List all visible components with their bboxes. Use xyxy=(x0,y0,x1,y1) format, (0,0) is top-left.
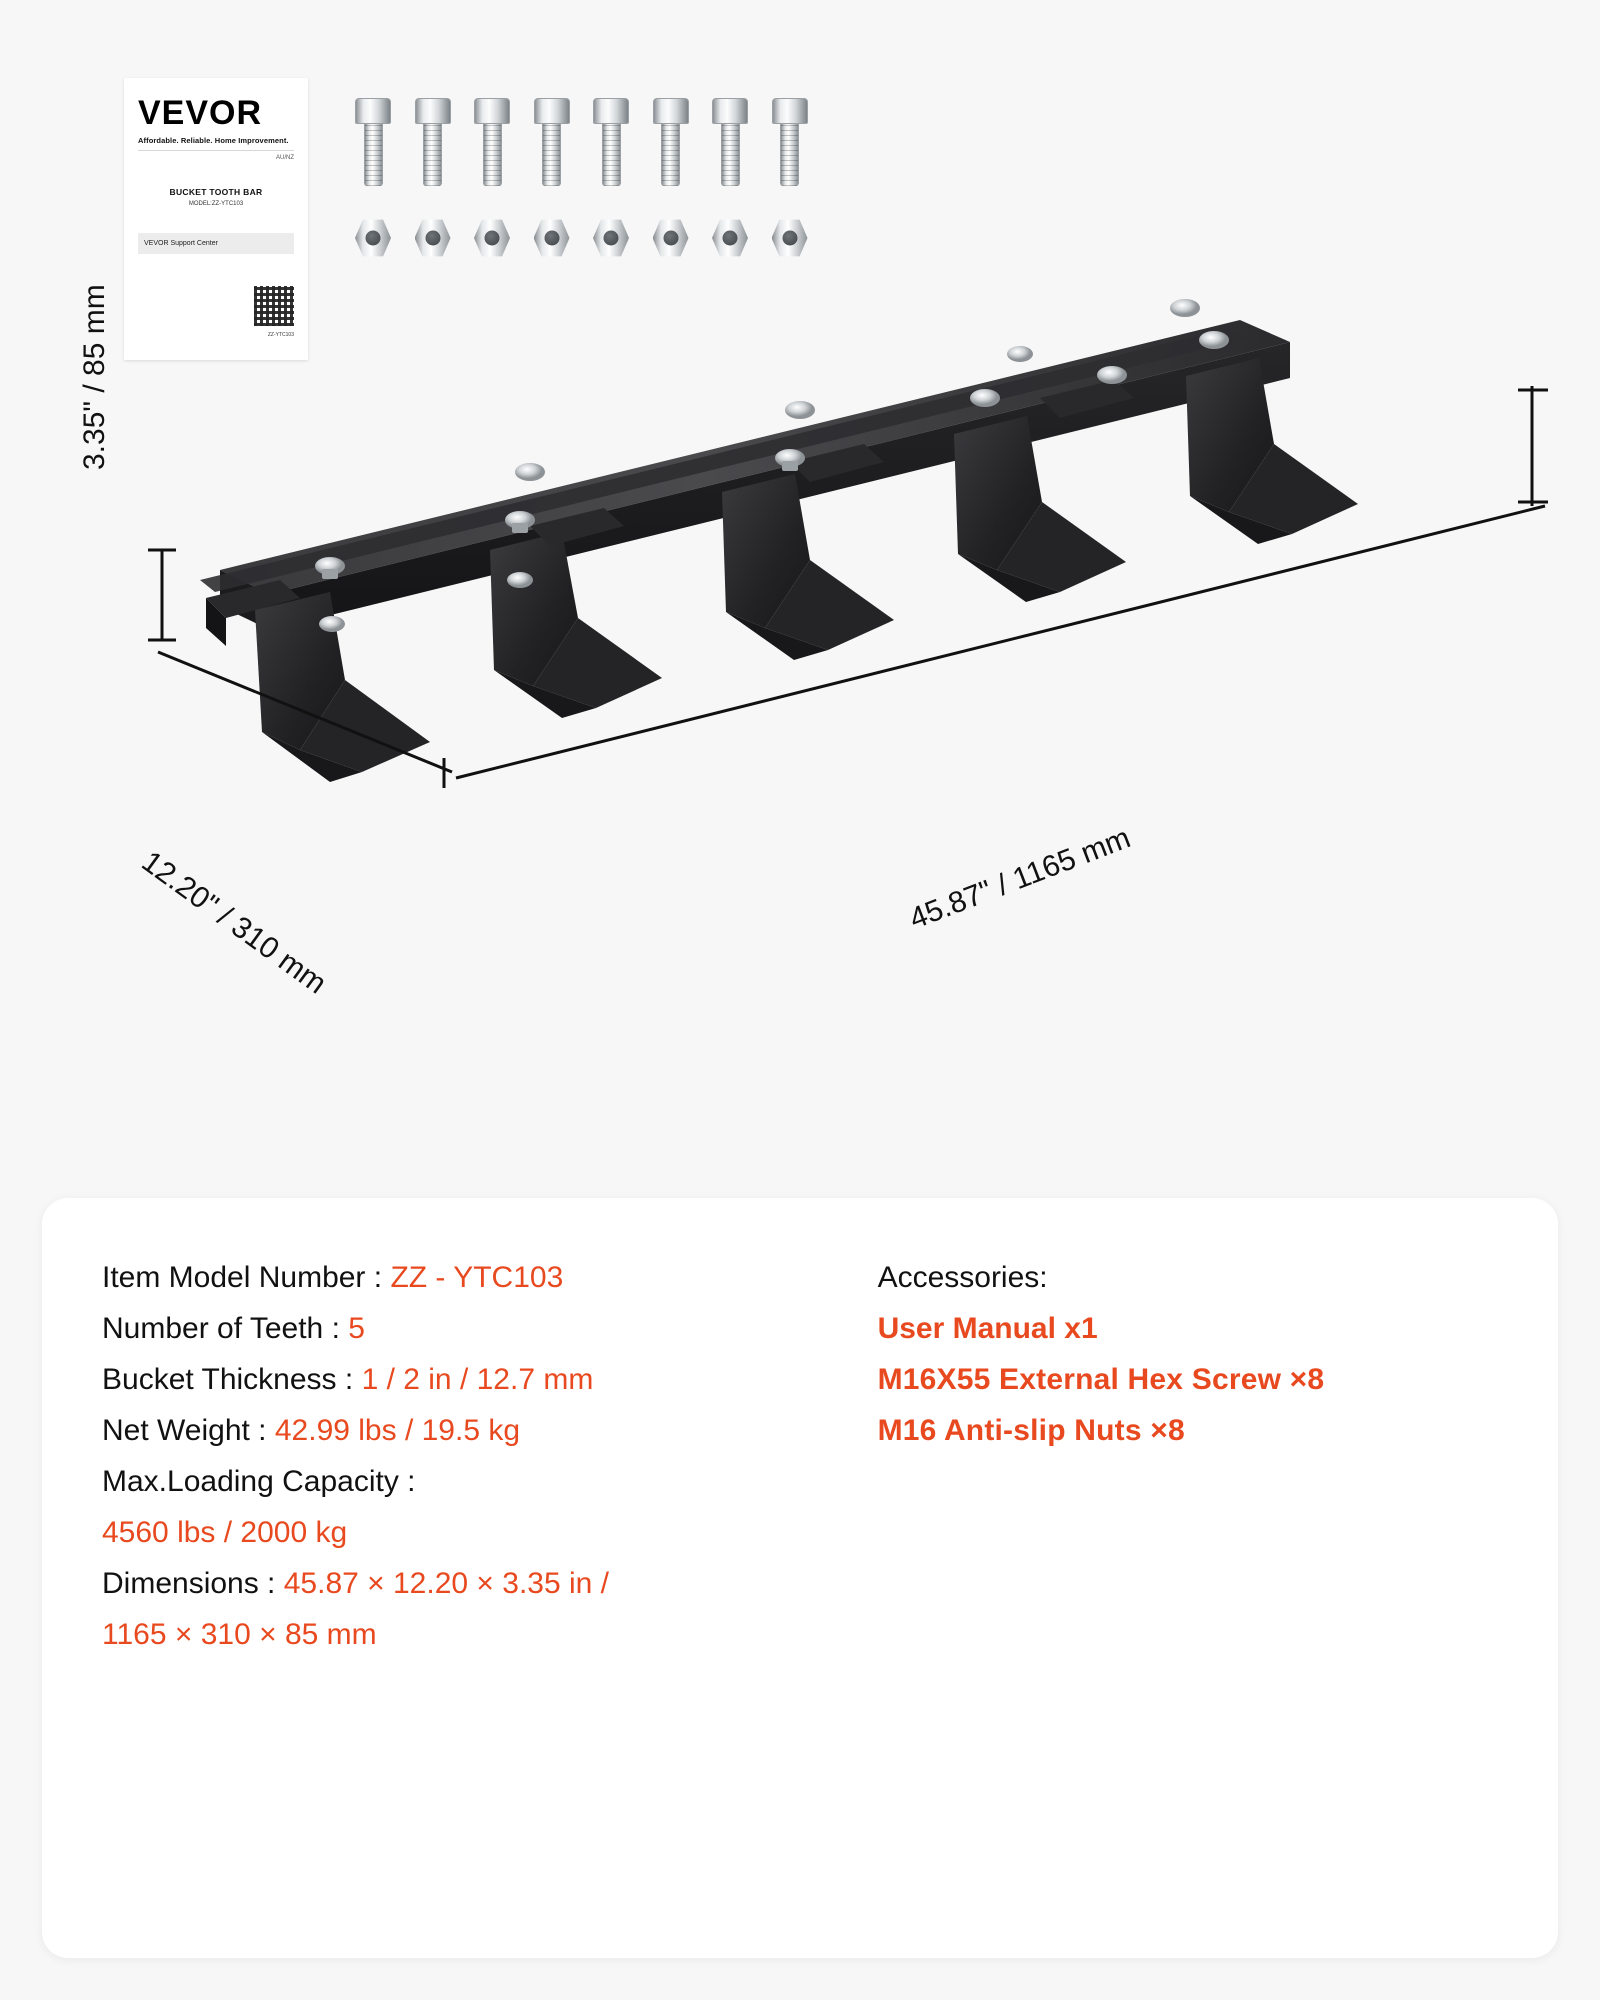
accessories-title: Accessories: xyxy=(877,1261,1048,1294)
hex-nut-icon xyxy=(355,218,391,258)
manual-divider xyxy=(138,150,294,151)
hex-bolt-icon xyxy=(712,98,748,186)
dimension-length-label: 45.87" / 1165 mm xyxy=(905,821,1135,936)
spec-weight-value: 42.99 lbs / 19.5 kg xyxy=(274,1414,521,1447)
hex-bolt-icon xyxy=(474,98,510,186)
nut-row xyxy=(355,218,808,258)
hex-nut-icon xyxy=(534,218,570,258)
manual-tagline: Affordable. Reliable. Home Improvement. xyxy=(138,136,289,145)
hex-bolt-icon xyxy=(593,98,629,186)
bucket-tooth-bar-drawing xyxy=(0,280,1600,1080)
hex-nut-icon xyxy=(653,218,689,258)
hardware-group xyxy=(355,98,808,258)
manual-support-box: VEVOR Support Center xyxy=(138,233,294,254)
spec-dimensions-label: Dimensions : xyxy=(102,1567,284,1600)
spec-thickness-label: Bucket Thickness : xyxy=(102,1363,362,1396)
bolt-row xyxy=(355,98,808,186)
dimension-height-label: 3.35" / 85 mm xyxy=(78,284,111,470)
tooth xyxy=(722,474,894,660)
tooth xyxy=(490,532,662,718)
spec-capacity-value: 4560 lbs / 2000 kg xyxy=(102,1516,348,1549)
spec-teeth xyxy=(102,1303,878,1354)
hex-nut-icon xyxy=(712,218,748,258)
accessory-item: M16X55 External Hex Screw ×8 xyxy=(877,1363,1325,1396)
manual-locale: AU/NZ xyxy=(276,155,294,161)
spec-thickness-value: 1 / 2 in / 12.7 mm xyxy=(361,1363,594,1396)
accessories-column xyxy=(878,1252,1498,1660)
vevor-logo: VEVOR xyxy=(138,94,263,132)
spec-teeth-value: 5 xyxy=(348,1312,365,1345)
accessory-item: M16 Anti-slip Nuts ×8 xyxy=(877,1414,1185,1447)
spec-model xyxy=(102,1252,878,1303)
specs-column xyxy=(102,1252,878,1660)
spec-model-value: ZZ - YTC103 xyxy=(390,1261,564,1294)
spec-dimensions xyxy=(102,1558,878,1609)
manual-title: BUCKET TOOTH BAR xyxy=(169,187,263,197)
hex-bolt-icon xyxy=(653,98,689,186)
hex-nut-icon xyxy=(772,218,808,258)
spec-dimensions-value-line2: 1165 × 310 × 85 mm xyxy=(102,1618,377,1651)
specification-card xyxy=(42,1198,1558,1958)
hex-nut-icon xyxy=(415,218,451,258)
spec-dimensions-value-line1: 45.87 × 12.20 × 3.35 in / xyxy=(283,1567,610,1600)
dimension-depth-label: 12.20" / 310 mm xyxy=(135,845,333,1001)
spec-thickness xyxy=(102,1354,878,1405)
spec-weight xyxy=(102,1405,878,1456)
hex-bolt-icon xyxy=(355,98,391,186)
spec-capacity-label-line xyxy=(102,1456,878,1507)
hex-bolt-icon xyxy=(415,98,451,186)
product-illustration xyxy=(0,280,1600,1080)
spec-teeth-label: Number of Teeth : xyxy=(102,1312,349,1345)
qr-caption: ZZ-YTC103 xyxy=(267,332,294,338)
tooth xyxy=(1186,358,1358,544)
spec-weight-label: Net Weight : xyxy=(102,1414,275,1447)
hex-nut-icon xyxy=(593,218,629,258)
spec-capacity-label: Max.Loading Capacity : xyxy=(102,1465,416,1498)
manual-model-line: MODEL:ZZ-YTC103 xyxy=(188,201,244,207)
tooth xyxy=(954,416,1126,602)
hex-bolt-icon xyxy=(534,98,570,186)
hex-bolt-icon xyxy=(772,98,808,186)
accessory-item: User Manual x1 xyxy=(877,1312,1098,1345)
spec-model-label: Item Model Number : xyxy=(102,1261,391,1294)
hex-nut-icon xyxy=(474,218,510,258)
